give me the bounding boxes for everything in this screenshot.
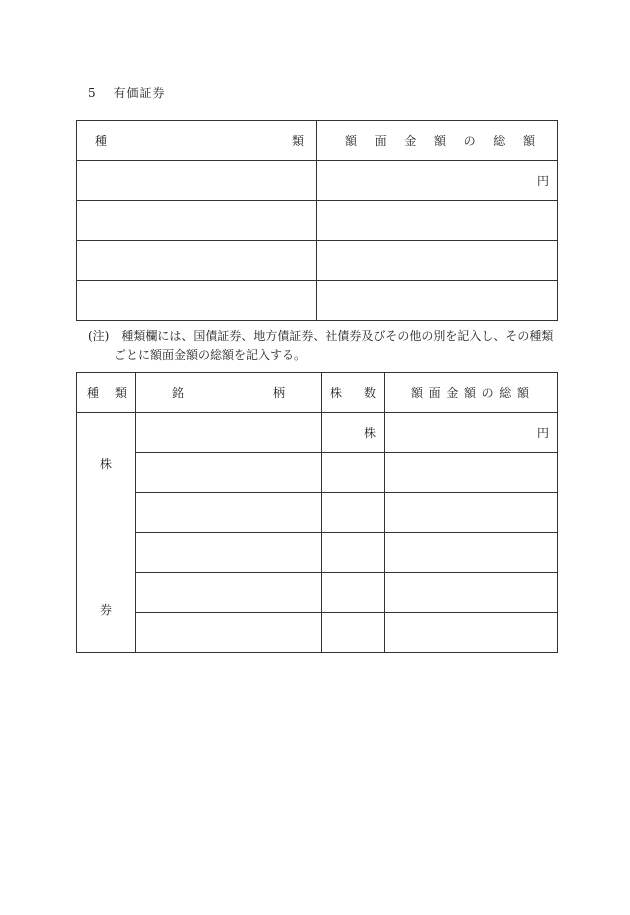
brand-cell[interactable]: [136, 413, 322, 453]
table-row: [77, 533, 558, 573]
header-face-amount-total: 額 面 金 額 の 総 額: [317, 121, 558, 161]
kind-label-top: 株: [99, 457, 112, 471]
table-row: [77, 241, 558, 281]
header-brand: 銘 柄: [136, 373, 322, 413]
table-row: [77, 161, 558, 201]
amount-cell[interactable]: [317, 281, 558, 321]
stock-table: [76, 372, 558, 653]
amount-cell[interactable]: [385, 453, 558, 493]
shares-cell[interactable]: [322, 453, 385, 493]
shares-cell[interactable]: [322, 533, 385, 573]
note-line-1: (注) 種類欄には、国債証券、地方債証券、社債券及びその他の別を記入し、その種類: [88, 329, 554, 343]
section-number: 5: [88, 86, 97, 100]
amount-cell[interactable]: [385, 573, 558, 613]
note: [88, 327, 558, 365]
type-cell[interactable]: [77, 281, 317, 321]
table-row: [77, 201, 558, 241]
table-row: [77, 493, 558, 533]
kind-label-bottom: 券: [99, 603, 112, 617]
section-title: 有価証券: [113, 86, 166, 100]
header-type: 種 類: [77, 121, 317, 161]
brand-cell[interactable]: [136, 453, 322, 493]
table-row: [77, 573, 558, 613]
brand-cell[interactable]: [136, 613, 322, 653]
amount-cell[interactable]: [317, 201, 558, 241]
type-cell[interactable]: [77, 241, 317, 281]
kind-cell-stock: [77, 413, 136, 653]
brand-cell[interactable]: [136, 533, 322, 573]
amount-cell[interactable]: [317, 161, 558, 201]
table-row: [77, 281, 558, 321]
table-header-row: [77, 373, 558, 413]
securities-table: [76, 120, 558, 321]
amount-cell[interactable]: [385, 493, 558, 533]
table-header-row: [77, 121, 558, 161]
yen-unit: 円: [536, 174, 549, 188]
yen-unit: 円: [536, 426, 549, 440]
brand-cell[interactable]: [136, 493, 322, 533]
amount-cell[interactable]: [385, 613, 558, 653]
brand-cell[interactable]: [136, 573, 322, 613]
shares-cell[interactable]: [322, 613, 385, 653]
type-cell[interactable]: [77, 161, 317, 201]
header-shares: 株 数: [322, 373, 385, 413]
amount-cell[interactable]: [385, 413, 558, 453]
table-row: [77, 453, 558, 493]
amount-cell[interactable]: [385, 533, 558, 573]
amount-cell[interactable]: [317, 241, 558, 281]
shares-cell[interactable]: [322, 413, 385, 453]
shares-unit: 株: [363, 426, 376, 440]
shares-cell[interactable]: [322, 573, 385, 613]
header-type: 種 類: [77, 373, 136, 413]
table-row: [77, 413, 558, 453]
section-heading: [88, 84, 165, 101]
shares-cell[interactable]: [322, 493, 385, 533]
type-cell[interactable]: [77, 201, 317, 241]
table-row: [77, 613, 558, 653]
header-face-amount-total: 額 面 金 額 の 総 額: [385, 373, 558, 413]
note-line-2: ごとに額面金額の総額を記入する。: [114, 348, 307, 362]
